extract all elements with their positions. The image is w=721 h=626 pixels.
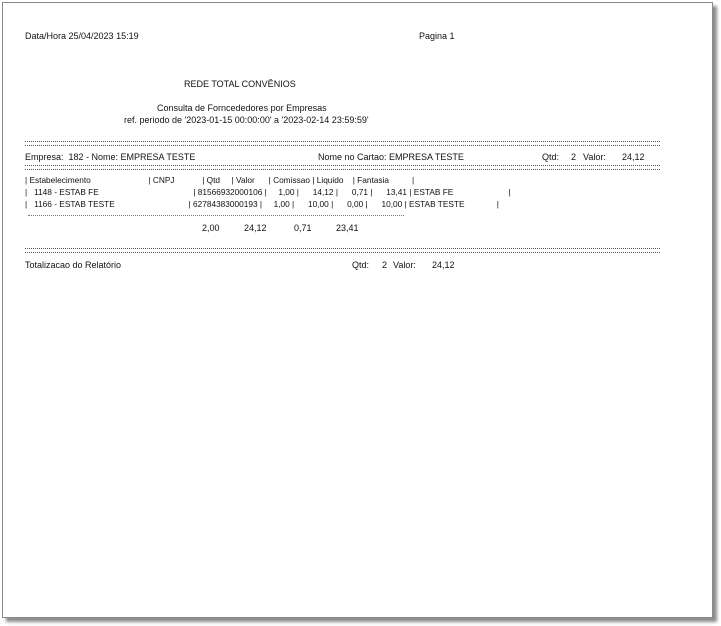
summary-qty-label: Qtd:: [352, 260, 370, 270]
subtotal-rule: [28, 215, 404, 216]
double-rule: [25, 141, 660, 146]
report-datetime: Data/Hora 25/04/2023 15:19: [25, 31, 139, 41]
table-row: | 1166 - ESTAB TESTE | 62784383000193 | 1,00 | 10,00 | 0,00 | 10,00 | ESTAB TESTE |: [25, 199, 499, 209]
page-number: Pagina 1: [419, 31, 455, 41]
summary-value-label: Valor:: [393, 260, 416, 270]
card-name: Nome no Cartao: EMPRESA TESTE: [318, 152, 464, 162]
company-value-label: Valor:: [583, 152, 606, 162]
company-value: 24,12: [622, 152, 645, 162]
double-rule: [25, 248, 660, 253]
total-value: 24,12: [244, 223, 267, 233]
company-qty: 2: [571, 152, 577, 162]
table-header: | Estabelecimento | CNPJ | Qtd | Valor | Comissao | Liquido | Fantasia |: [25, 175, 415, 185]
double-rule: [25, 165, 660, 170]
summary-label: Totalizacao do Relatório: [25, 260, 122, 270]
table-row: | 1148 - ESTAB FE | 81566932000106 | 1,00 | 14,12 | 0,71 | 13,41 | ESTAB FE |: [25, 187, 511, 197]
summary-value: 24,12: [432, 260, 455, 270]
total-net: 23,41: [336, 223, 359, 233]
report-period: ref. periodo de '2023-01-15 00:00:00' a '2023-02-14 23:59:59': [124, 115, 369, 125]
report-page: [2, 2, 713, 618]
company-qty-label: Qtd:: [542, 152, 560, 162]
total-qty: 2,00: [202, 223, 220, 233]
summary-qty: 2: [382, 260, 388, 270]
network-title: REDE TOTAL CONVÊNIOS: [184, 79, 296, 89]
total-commission: 0,71: [294, 223, 312, 233]
company-label: Empresa: 182 - Nome: EMPRESA TESTE: [25, 152, 196, 162]
report-title: Consulta de Forncededores por Empresas: [157, 103, 327, 113]
